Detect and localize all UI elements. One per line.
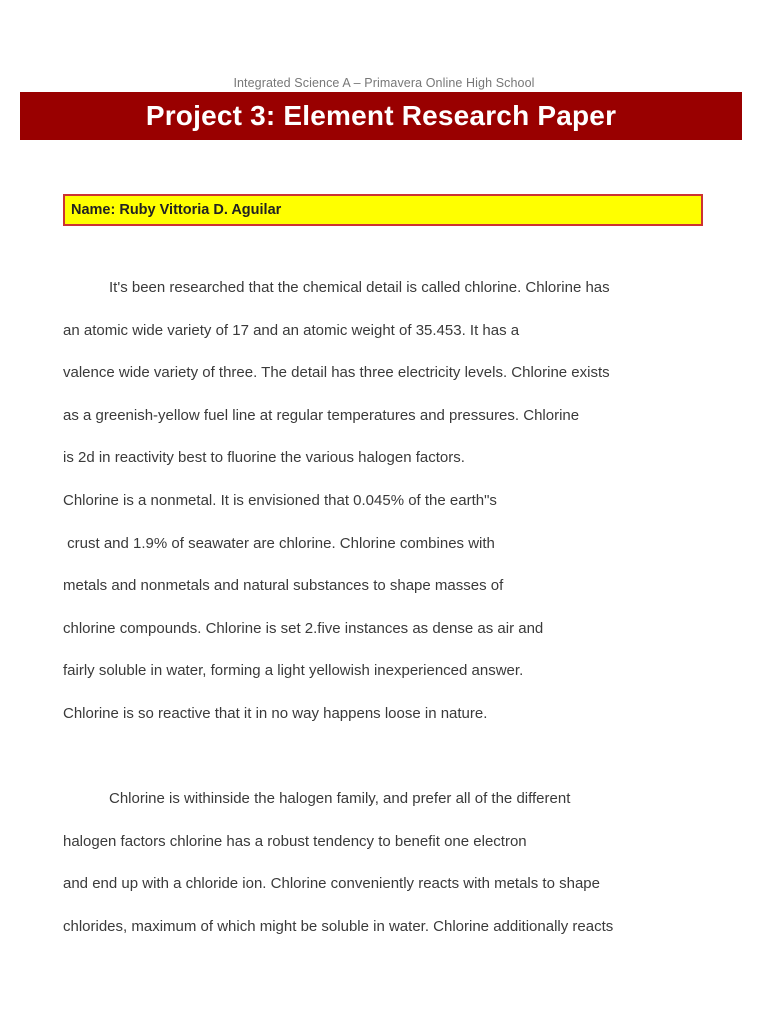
paragraph-line: chlorine compounds. Chlorine is set 2.five instances as dense as air and <box>63 619 544 637</box>
page-title: Project 3: Element Research Paper <box>145 100 617 131</box>
paragraph-line: and end up with a chloride ion. Chlorine conveniently reacts with metals to shape <box>63 875 600 893</box>
paragraph-line: Chlorine is a nonmetal. It is envisioned that 0.045% of the earth"s <box>63 491 497 509</box>
paragraph-spacer <box>63 746 723 789</box>
paragraph-2 <box>63 788 723 958</box>
paragraph-line: is 2d in reactivity best to fluorine the various halogen factors. <box>63 449 465 467</box>
name-box <box>63 194 703 226</box>
title-banner <box>20 92 742 140</box>
paragraph-line: valence wide variety of three. The detail has three electricity levels. Chlorine exists <box>63 364 610 382</box>
paragraph-1 <box>63 277 723 746</box>
paragraph-line: fairly soluble in water, forming a light yellowish inexperienced answer. <box>63 662 524 680</box>
paragraph-line: It's been researched that the chemical detail is called chlorine. Chlorine has <box>109 279 610 296</box>
course-header: Integrated Science A – Primavera Online High School <box>233 76 535 90</box>
essay-body <box>63 277 723 959</box>
student-name: Name: Ruby Vittoria D. Aguilar <box>71 202 282 218</box>
paragraph-line: Chlorine is withinside the halogen family, and prefer all of the different <box>109 790 571 808</box>
paragraph-line: crust and 1.9% of seawater are chlorine. Chlorine combines with <box>63 534 495 552</box>
paragraph-line: an atomic wide variety of 17 and an atomic weight of 35.453. It has a <box>63 321 520 339</box>
paragraph-line: Chlorine is so reactive that it in no way happens loose in nature. <box>63 704 488 722</box>
paragraph-line: metals and nonmetals and natural substances to shape masses of <box>63 577 504 595</box>
paragraph-line: as a greenish-yellow fuel line at regular temperatures and pressures. Chlorine <box>63 406 580 424</box>
paragraph-line: halogen factors chlorine has a robust tendency to benefit one electron <box>63 832 527 850</box>
paragraph-line: chlorides, maximum of which might be soluble in water. Chlorine additionally reacts <box>63 917 614 935</box>
